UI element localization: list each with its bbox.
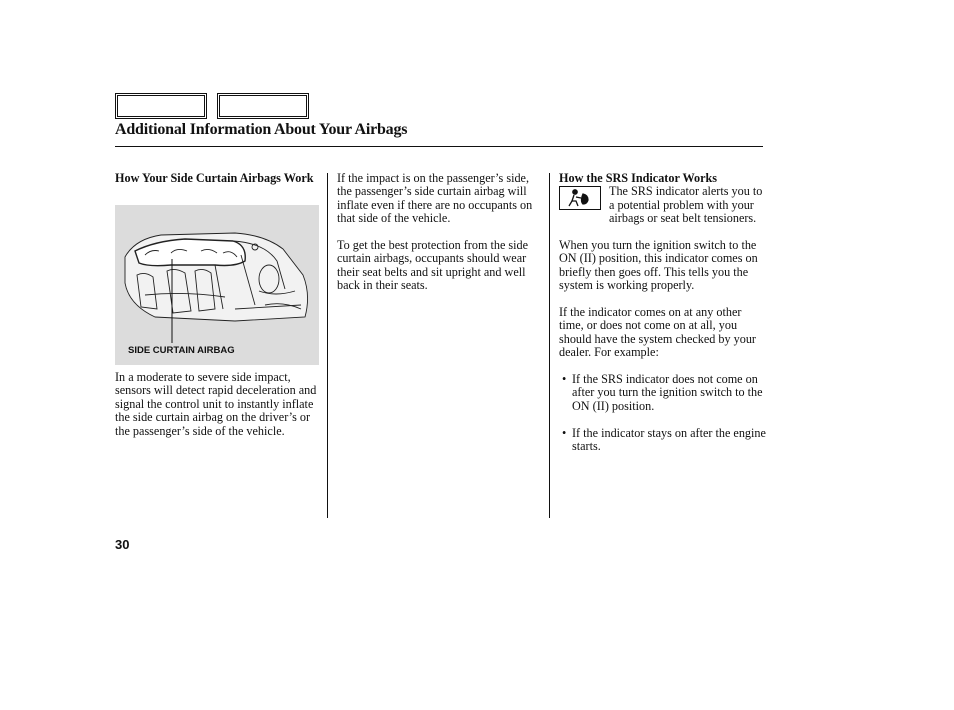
figure-caption: SIDE CURTAIN AIRBAG [128, 345, 235, 356]
column-divider-1 [327, 173, 328, 518]
column-side-curtain [115, 172, 321, 185]
paragraph: When you turn the ignition switch to the ON (II) position, this indicator comes on briefly then goes off. This tells you the system is working properly. [559, 238, 758, 293]
side-curtain-airbag-illustration [115, 205, 319, 365]
page-title: Additional Information About Your Airbags [115, 121, 408, 138]
car-interior-airbag-icon [115, 205, 319, 365]
section-tab-box-1 [115, 93, 207, 119]
page-number: 30 [115, 537, 130, 552]
side-curtain-heading: How Your Side Curtain Airbags Work [115, 171, 314, 185]
srs-heading: How the SRS Indicator Works [559, 171, 718, 185]
side-curtain-description: In a moderate to severe side impact, sensors will detect rapid deceleration and signal the control unit to instantly inflate the side curtain airbag on the driver’s or the passenger’s side of the vehicle. [115, 370, 317, 438]
title-divider [115, 146, 763, 147]
paragraph: To get the best protection from the side curtain airbags, occupants should wear their seat belts and sit upright and well back in their seats. [337, 238, 529, 293]
list-item: • If the SRS indicator does not come on after you turn the ignition switch to the ON (II) position. [559, 373, 767, 413]
section-tab-box-2 [217, 93, 309, 119]
column-srs-indicator [559, 172, 767, 467]
paragraph: If the impact is on the passenger’s side, the passenger’s side curtain airbag will inflate even if there are no occupants on that side of the vehicle. [337, 171, 533, 226]
srs-airbag-indicator-icon [559, 186, 601, 210]
example-bullet-list [559, 373, 767, 453]
column-protection [337, 172, 545, 306]
column-divider-2 [549, 173, 550, 518]
paragraph: If the indicator comes on at any other time, or does not come on at all, you should have the system checked by your dealer. For example: [559, 305, 756, 360]
list-item: • If the indicator stays on after the engine starts. [559, 427, 767, 454]
srs-intro-text: The SRS indicator alerts you to a potential problem with your airbags or seat belt tensioners. [609, 184, 763, 226]
